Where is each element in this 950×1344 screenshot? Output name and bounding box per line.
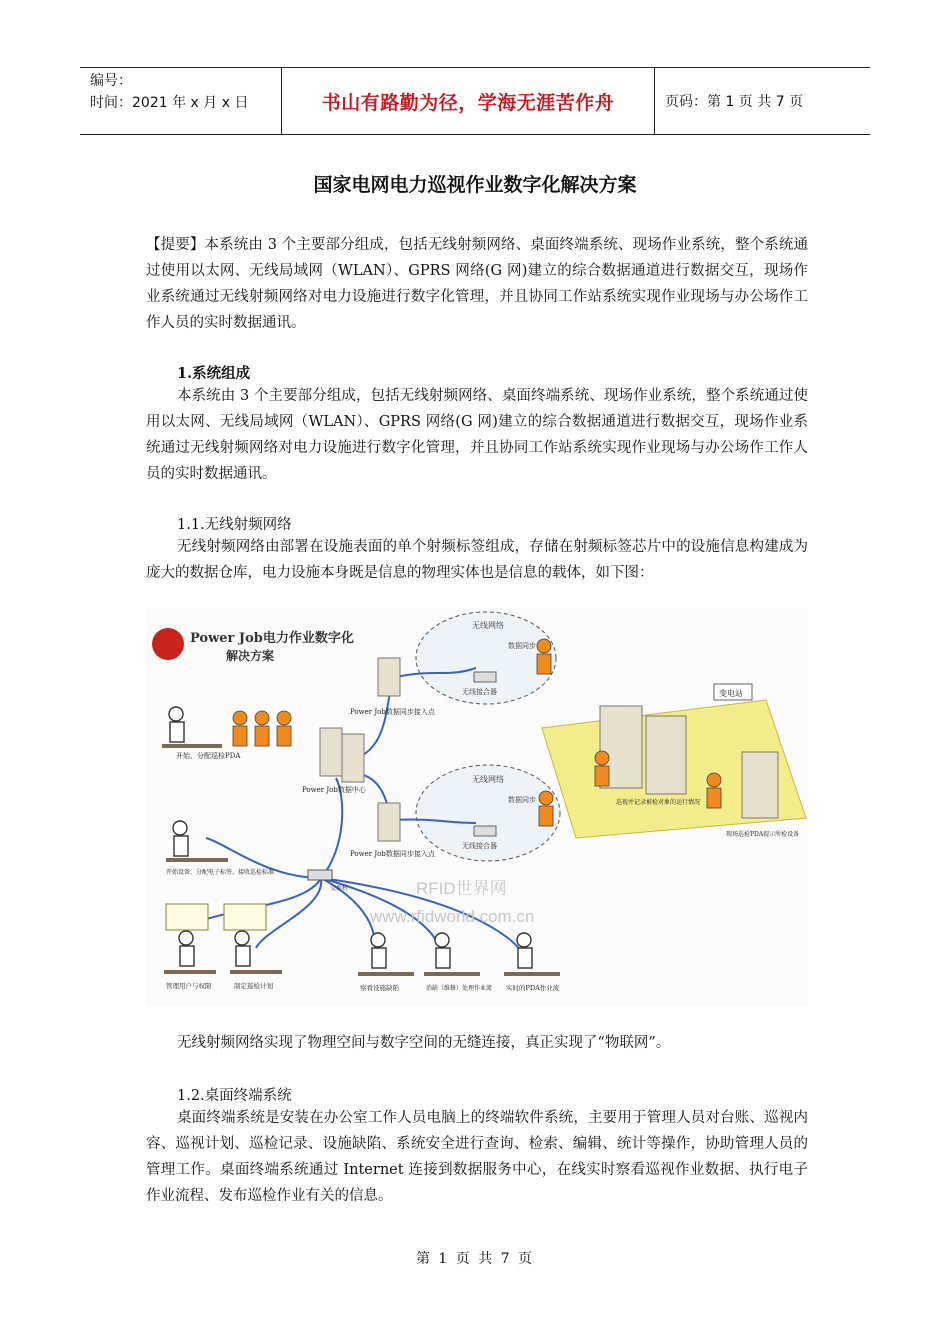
caption-defect: 察看设施缺陷 [360, 984, 399, 992]
data-sync-label-1: 数据同步 [508, 642, 536, 650]
ap-label-1: 无线接合器 [462, 688, 497, 696]
access-point-icon-1 [474, 672, 496, 682]
abstract-paragraph: 【提要】本系统由 3 个主要部分组成，包括无线射频网络、桌面终端系统、现场作业系统，整个系统通过使用以太网、无线局域网（WLAN）、GPRS 网络(G 网)建立的综合数据通道进行数据交互，现场作业系统通过无线射频网络对电力设施进行数字化管理，并且协同工作站系统实现作业现场与办公场作工作人员的实时数据通讯。 [146, 237, 808, 331]
access-point-icon-2 [474, 826, 496, 836]
section-1-2-heading: 1.2.桌面终端系统 [177, 1088, 292, 1104]
worker-body-icon [707, 788, 721, 808]
ap-label-2: 无线接合器 [462, 842, 497, 850]
substation-cabinet-2 [646, 716, 686, 794]
wireless-label-1: 无线网络 [472, 621, 504, 630]
caption-check: 现场巡检PDA提示所检设备 [726, 831, 800, 838]
caption-pda: 开始、分配巡检PDA [176, 752, 241, 760]
caption-realtime: 实时的PDA作业流 [506, 984, 560, 992]
section-1-2-body: 桌面终端系统是安装在办公室工作人员电脑上的终端软件系统，主要用于管理人员对台账、巡视内容、巡视计划、巡检记录、设施缺陷、系统安全进行查询、检索、编辑、统计等操作，协助管理人员的管理工作。桌面终端系统通过 Internet 连接到数据服务中心，在线实时察看巡视作业数据、执行电子作业流程、发布巡检作业有关的信息。 [146, 1110, 808, 1204]
system-diagram-figure [146, 608, 808, 1006]
server-bottom-label: Power Job数据同步接入点 [350, 850, 435, 858]
data-sync-label-2: 数据同步 [508, 796, 536, 804]
worker-body-icon [537, 654, 551, 674]
watermark-url: www.rfidworld.com.cn [370, 907, 535, 926]
worker-icon [707, 773, 721, 787]
header-page-number: 页码：第 1 页 共 7 页 [665, 94, 804, 110]
document-title: 国家电网电力巡视作业数字化解决方案 [313, 174, 637, 196]
watermark-title: RFID世界网 [416, 879, 507, 898]
substation-cabinet-3 [742, 752, 778, 818]
caption-field: 巡视并记录被检对象的运行情况 [616, 799, 701, 806]
server-mid-label: Power Job数据中心 [302, 786, 366, 794]
server-top-label: Power Job数据同步接入点 [350, 708, 435, 716]
worker-body-icon [595, 766, 609, 786]
server-top-icon [378, 658, 400, 696]
worker-body-icon [539, 806, 553, 826]
wireless-label-2: 无线网络 [472, 775, 504, 784]
doc-time: 时间：2021 年 x 月 x 日 [90, 95, 249, 111]
doc-number: 编号： [90, 73, 132, 89]
plan-card-icon [224, 904, 266, 930]
section-1-1-after-figure: 无线射频网络实现了物理空间与数字空间的无缝连接，真正实现了“物联网”。 [177, 1035, 671, 1051]
substation-label: 变电站 [719, 689, 743, 698]
network-switch-icon [308, 870, 332, 880]
system-diagram [146, 608, 808, 1006]
server-mid-icon-b [342, 734, 364, 782]
user-card-icon [166, 904, 208, 930]
worker-icon [595, 751, 609, 765]
header-meta [80, 68, 282, 134]
caption-plan: 制定巡检计划 [234, 982, 273, 990]
worker-icon [539, 791, 553, 805]
page-header [80, 67, 870, 135]
caption-users: 管理用户与权限 [166, 982, 212, 990]
section-1-1-heading: 1.1.无线射频网络 [177, 517, 292, 533]
server-bottom-icon [378, 803, 400, 841]
figure-logo-title: Power Job电力作业数字化 [190, 631, 354, 646]
section-1-body: 本系统由 3 个主要部分组成，包括无线射频网络、桌面终端系统、现场作业系统，整个系统通过使用以太网、无线局域网（WLAN）、GPRS 网络(G 网)建立的综合数据通道进行数据交互，现场作业系统通过无线射频网络对电力设施进行数字化管理，并且协同工作站系统实现作业现场与办公场作工作人员的实时数据通讯。 [146, 388, 808, 482]
worker-icon [537, 639, 551, 653]
page-footer: 第 1 页 共 7 页 [415, 1251, 535, 1267]
section-1-heading: 1.系统组成 [177, 365, 251, 382]
logo-icon [152, 628, 184, 660]
switch-label: 交换机 [330, 885, 349, 892]
caption-assign: 开始设备、分配电子标签、接收巡检标准 [166, 869, 275, 876]
figure-logo-subtitle: 解决方案 [226, 649, 275, 663]
caption-handle: 消缺（维修）处理作业流 [426, 985, 493, 992]
section-1-1-body: 无线射频网络由部署在设施表面的单个射频标签组成，存储在射频标签芯片中的设施信息构建成为庞大的数据仓库，电力设施本身既是信息的物理实体也是信息的载体，如下图： [146, 539, 808, 581]
server-mid-icon-a [320, 728, 342, 776]
header-motto: 书山有路勤为径，学海无涯苦作舟 [282, 68, 655, 134]
